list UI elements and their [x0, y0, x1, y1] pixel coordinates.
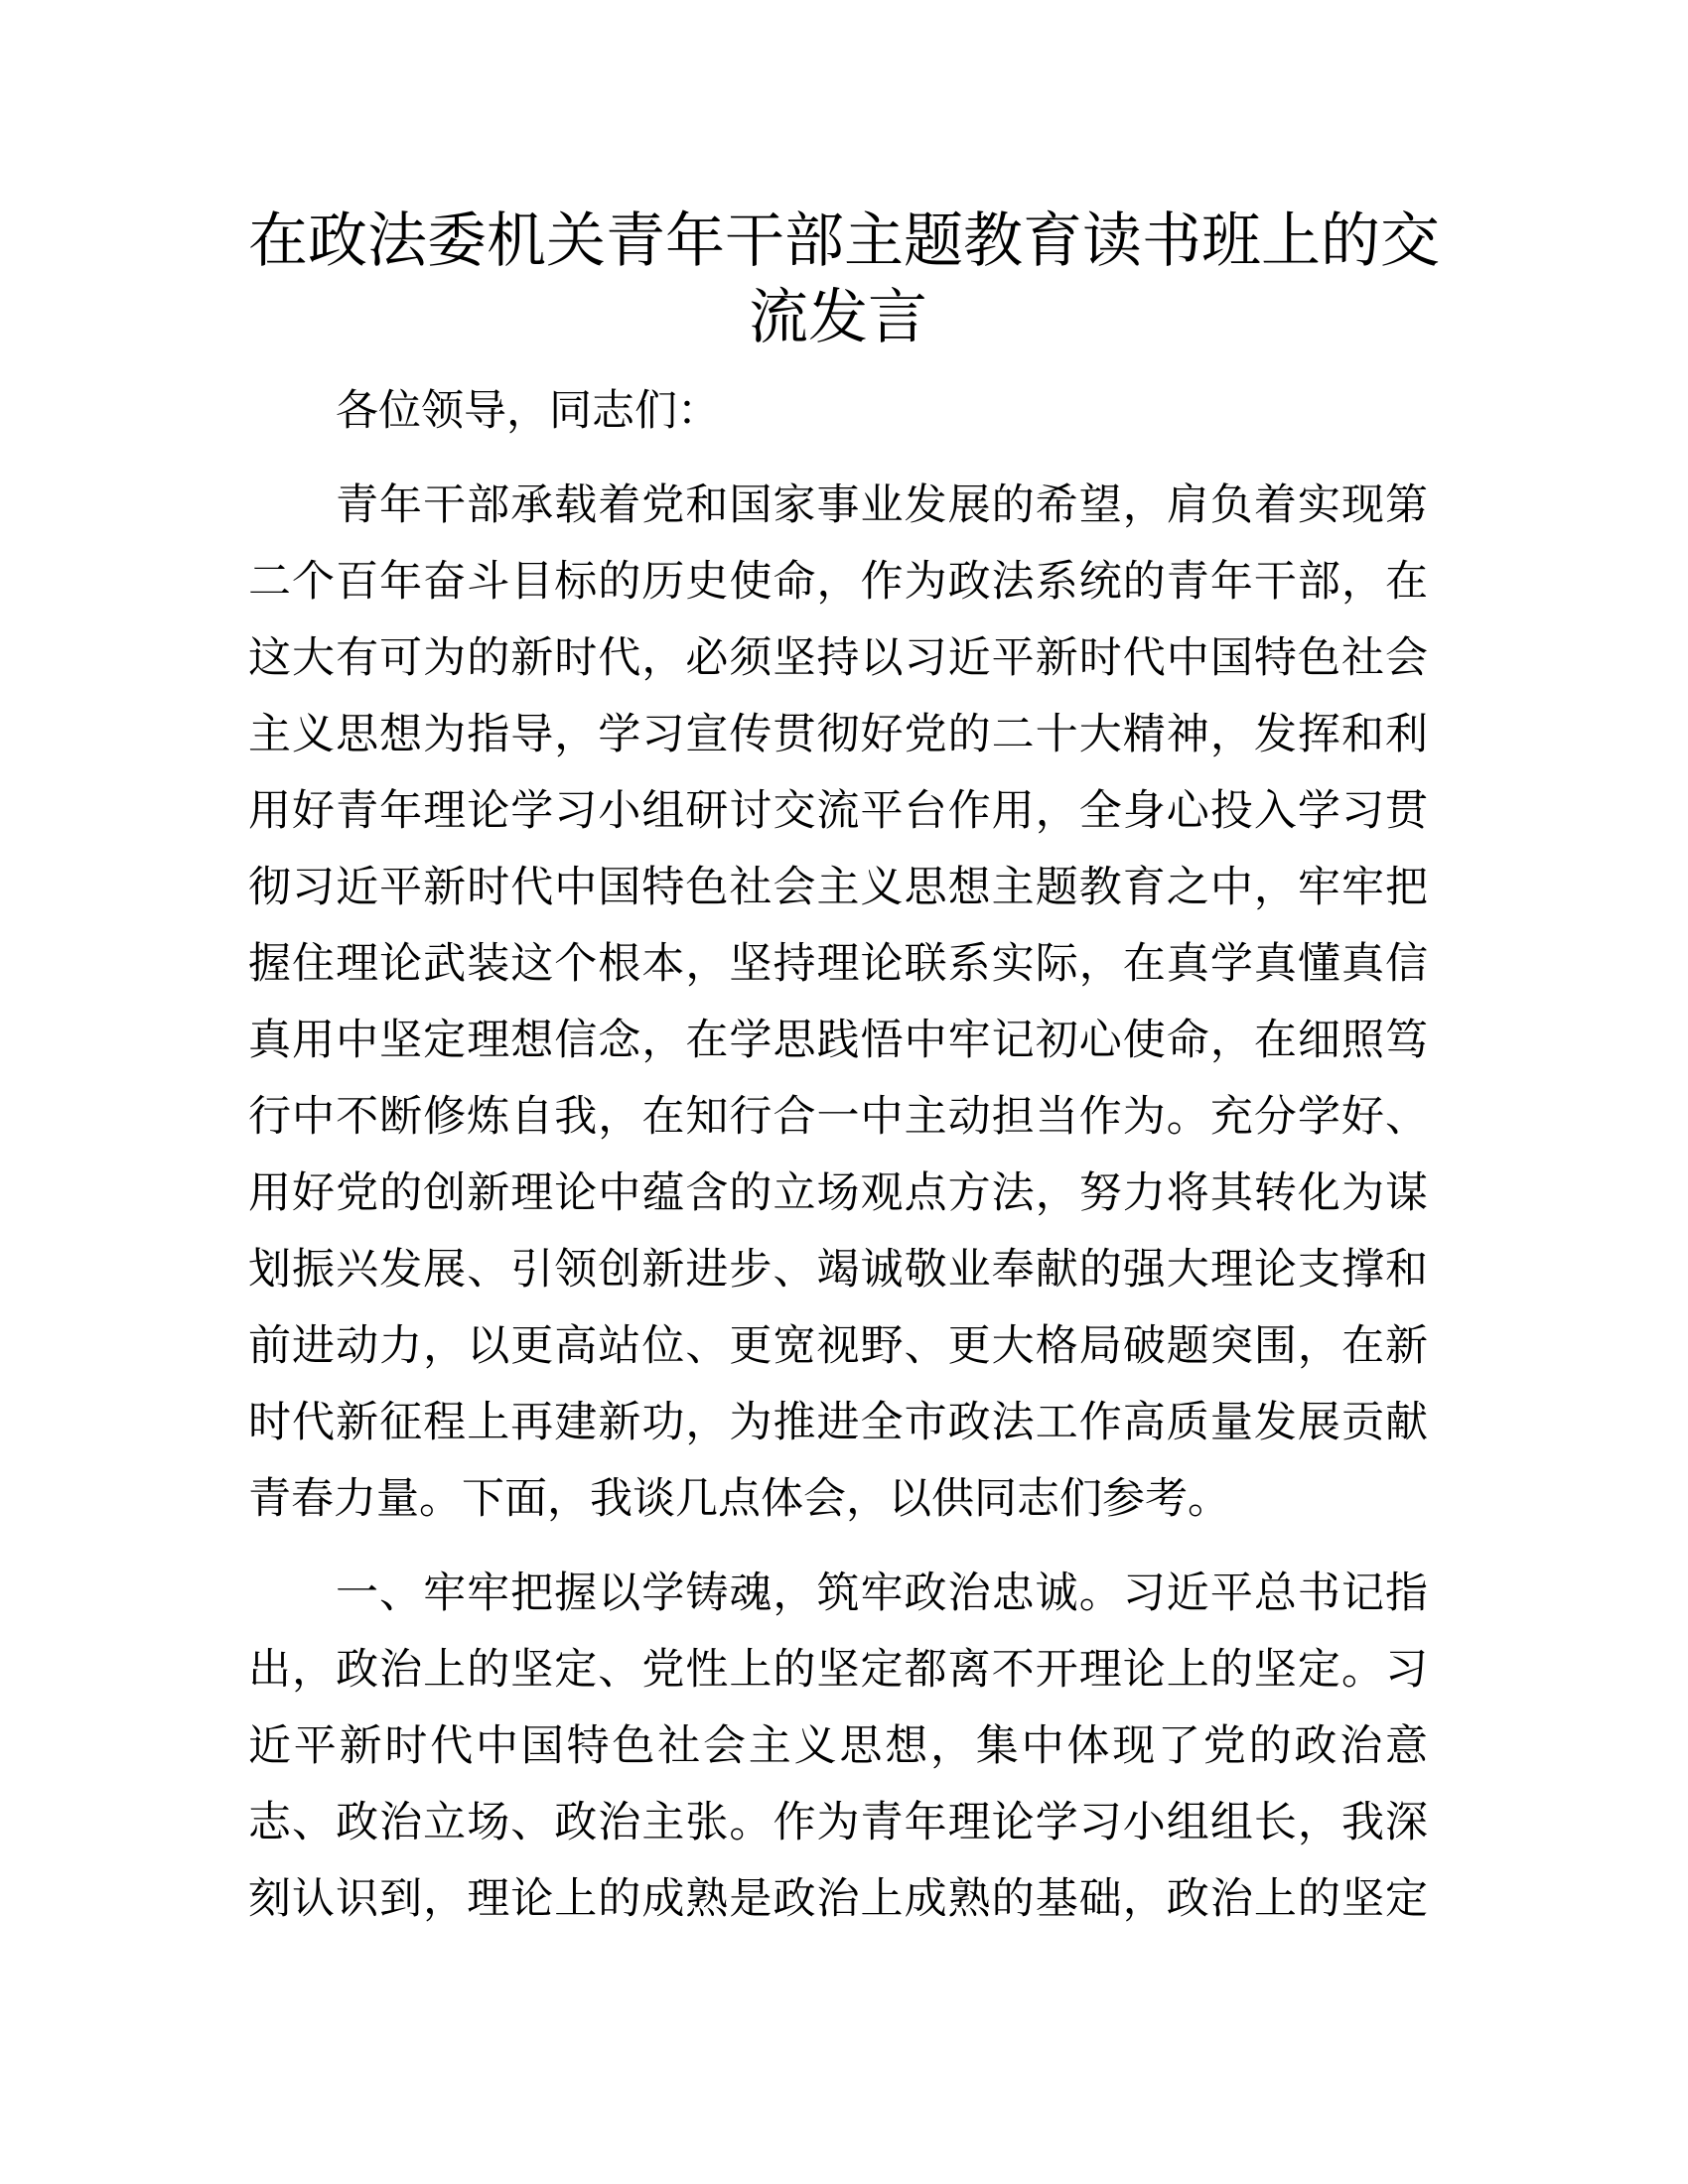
paragraph	[248, 1556, 1428, 1938]
text-line: 用好青年理论学习小组研讨交流平台作用，全身心投入学习贯	[248, 786, 1428, 836]
text-line: 近平新时代中国特色社会主义思想，集中体现了党的政治意	[248, 1721, 1428, 1771]
text-line: 主义思想为指导，学习宣传贯彻好党的二十大精神，发挥和利	[248, 710, 1428, 759]
text-line: 行中不断修炼自我，在知行合一中主动担当作为。充分学好、	[248, 1092, 1428, 1142]
text-line: 前进动力，以更高站位、更宽视野、更大格局破题突围，在新	[248, 1321, 1428, 1371]
document-body	[248, 373, 1428, 1938]
text-line: 二个百年奋斗目标的历史使命，作为政法系统的青年干部，在	[248, 557, 1428, 607]
document-title	[248, 204, 1440, 356]
title-line: 流发言	[749, 283, 927, 352]
title-line: 在政法委机关青年干部主题教育读书班上的交	[248, 206, 1440, 276]
text-line: 时代新征程上再建新功，为推进全市政法工作高质量发展贡献	[248, 1398, 1428, 1447]
text-line: 各位领导，同志们：	[336, 386, 720, 436]
salutation	[248, 373, 1428, 450]
text-line: 青年干部承载着党和国家事业发展的希望，肩负着实现第	[336, 480, 1428, 530]
text-line: 划振兴发展、引领创新进步、竭诚敬业奉献的强大理论支撑和	[248, 1245, 1428, 1295]
text-line: 彻习近平新时代中国特色社会主义思想主题教育之中，牢牢把	[248, 863, 1428, 912]
text-line: 握住理论武装这个根本，坚持理论联系实际，在真学真懂真信	[248, 939, 1428, 989]
text-line: 一、牢牢把握以学铸魂，筑牢政治忠诚。习近平总书记指	[336, 1569, 1428, 1618]
paragraph	[248, 468, 1428, 1538]
text-line: 志、政治立场、政治主张。作为青年理论学习小组组长，我深	[248, 1798, 1428, 1847]
text-line: 真用中坚定理想信念，在学思践悟中牢记初心使命，在细照笃	[248, 1016, 1428, 1065]
document-page	[248, 204, 1440, 1956]
text-line: 刻认识到，理论上的成熟是政治上成熟的基础，政治上的坚定	[248, 1874, 1428, 1924]
text-line: 用好党的创新理论中蕴含的立场观点方法，努力将其转化为谋	[248, 1168, 1428, 1218]
text-line: 这大有可为的新时代，必须坚持以习近平新时代中国特色社会	[248, 633, 1428, 683]
text-line: 出，政治上的坚定、党性上的坚定都离不开理论上的坚定。习	[248, 1645, 1428, 1695]
text-line: 青春力量。下面，我谈几点体会，以供同志们参考。	[248, 1474, 1230, 1524]
